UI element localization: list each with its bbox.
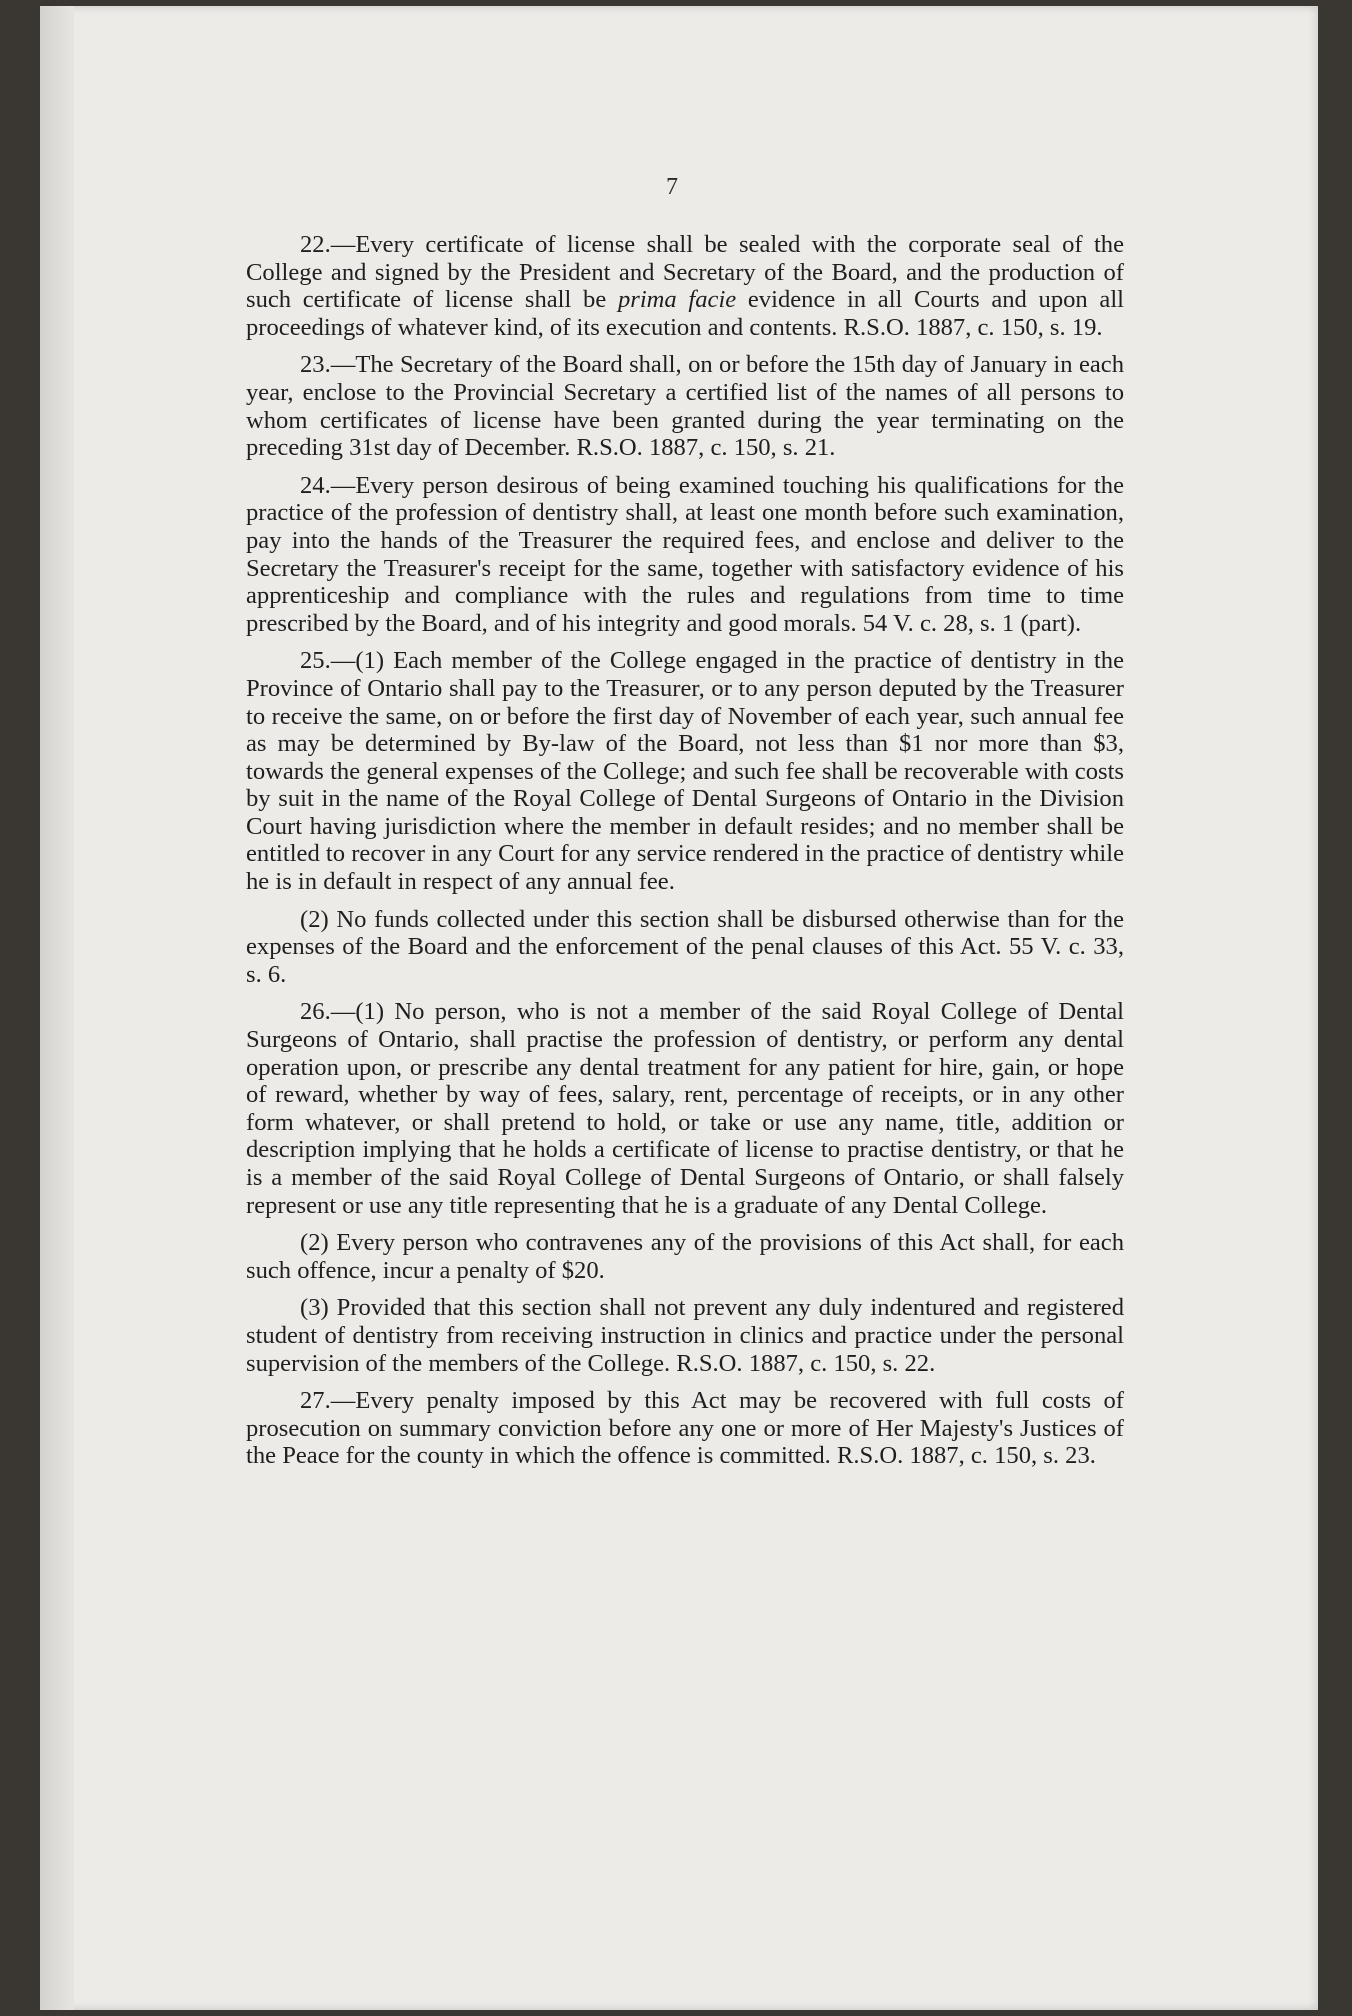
section-24: 24.—Every person desirous of being examined touching his qualifications for the practice of the profession of dentistry shall, at least one month before such examination, pay into the hands of the Treasurer the required fees, and enclose and deliver to the Secretary the Treasurer's receipt for the same, together with satisfactory evidence of his apprenticeship and compliance with the rules and regulations from time to time prescribed by the Board, and of his integrity and good morals. 54 V. c. 28, s. 1 (part). [246,471,1124,637]
binding-gutter [40,6,74,2010]
section-22-text-start: 22.—Every certificate of license shall be sealed with the corporate seal of the College and signed by the President and Secretary of the Board, and the production of such certificate of license shall be [246,231,1124,314]
document-page [40,6,1318,2010]
section-27: 27.—Every penalty imposed by this Act may be recovered with full costs of prosecution on summary conviction before any one or more of Her Majesty's Justices of the Peace for the county in which the offence is committed. R.S.O. 1887, c. 150, s. 23. [246,1387,1124,1470]
section-26-subsection-1: 26.—(1) No person, who is not a member of the said Royal College of Dental Surgeons of Ontario, shall practise the profession of dentistry, or perform any dental operation upon, or prescribe any dental treatment for any patient for hire, gain, or hope of reward, whether by way of fees, salary, rent, percentage of receipts, or in any other form whatever, or shall pretend to hold, or take or use any name, title, addition or description implying that he holds a certificate of license to practise dentistry, or that he is a member of the said Royal College of Dental Surgeons of Ontario, or shall falsely represent or use any title representing that he is a graduate of any Dental College. [246,998,1124,1219]
section-22-text-end: evidence in all Courts and upon all proceedings of whatever kind, of its execution and contents. R.S.O. 1887, c. 150, s. 19. [246,286,1125,341]
section-26-subsection-2: (2) Every person who contravenes any of the provisions of this Act shall, for each such offence, incur a penalty of $20. [246,1229,1124,1284]
section-23: 23.—The Secretary of the Board shall, on or before the 15th day of January in each year, enclose to the Provincial Secretary a certified list of the names of all persons to whom certificates of license have been granted during the year terminating on the preceding 31st day of December. R.S.O. 1887, c. 150, s. 21. [246,351,1124,462]
section-25-subsection-1: 25.—(1) Each member of the College engaged in the practice of dentistry in the Province of Ontario shall pay to the Treasurer, or to any person deputed by the Treasurer to receive the same, on or before the first day of November of each year, such annual fee as may be determined by By-law of the Board, not less than $1 nor more than $3, towards the general expenses of the College; and such fee shall be recoverable with costs by suit in the name of the Royal College of Dental Surgeons of Ontario in the Division Court having jurisdiction where the member in default resides; and no member shall be entitled to recover in any Court for any service rendered in the practice of dentistry while he is in default in respect of any annual fee. [246,647,1124,896]
page-number: 7 [666,174,678,200]
section-26-subsection-3: (3) Provided that this section shall not prevent any duly indentured and registered student of dentistry from receiving instruction in clinics and practice under the personal supervision of the members of the College. R.S.O. 1887, c. 150, s. 22. [246,1294,1124,1377]
library-stamp-watermark [545,1818,825,1888]
section-25-subsection-2: (2) No funds collected under this section shall be disbursed otherwise than for the expenses of the Board and the enforcement of the penal clauses of this Act. 55 V. c. 33, s. 6. [246,905,1124,988]
statute-text [246,231,1124,1480]
section-22 [246,231,1124,341]
section-22-emphasis: prima facie [617,286,737,314]
